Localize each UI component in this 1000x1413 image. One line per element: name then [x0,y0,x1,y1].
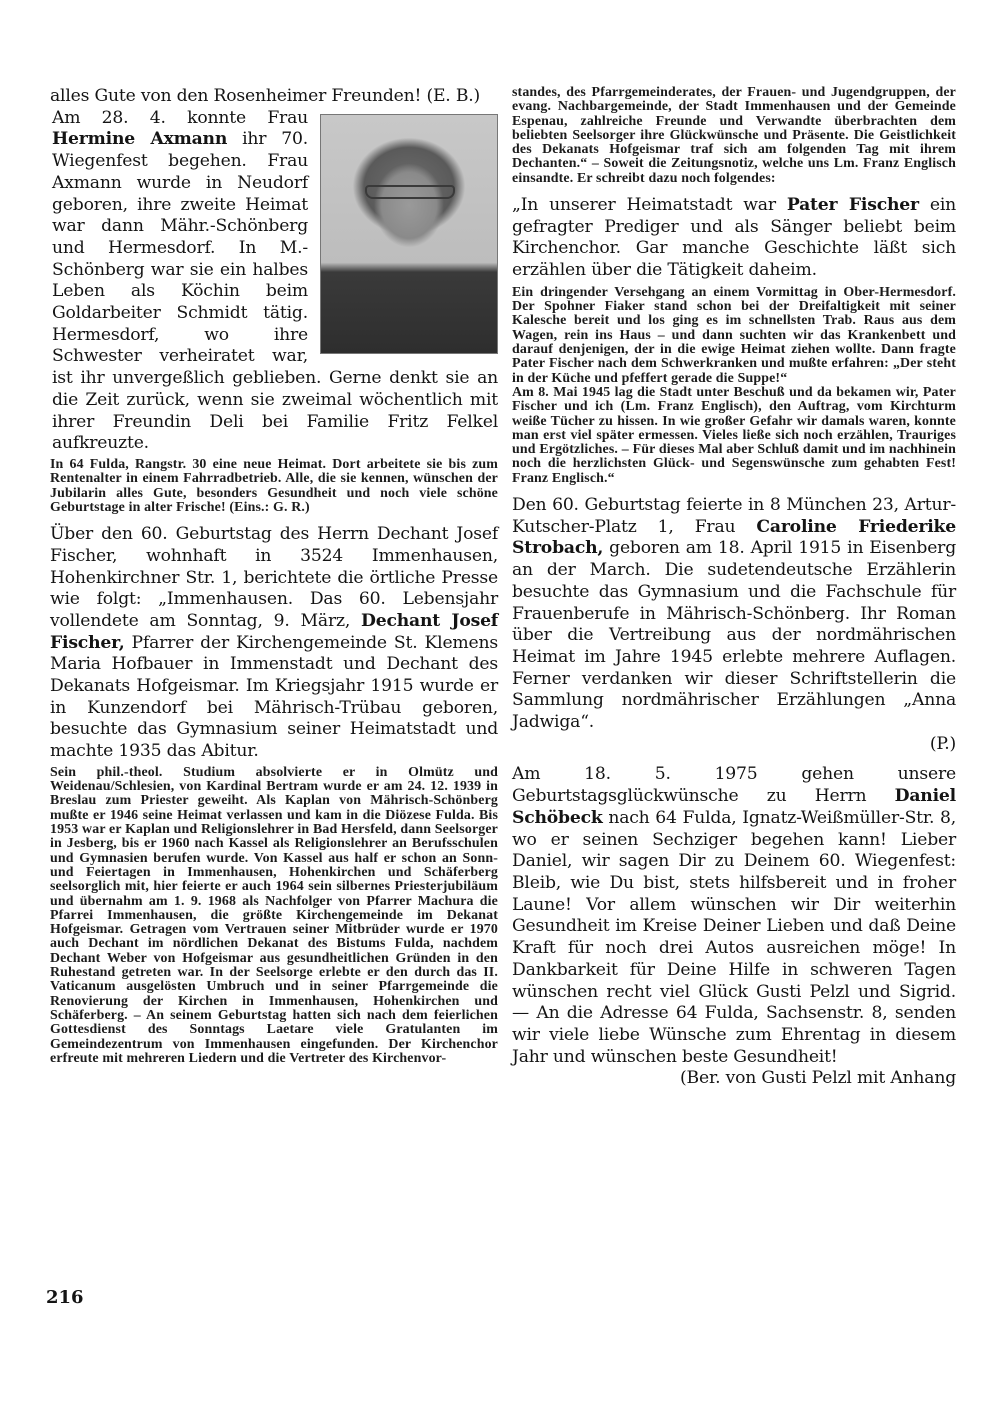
schoebeck-signature: (Ber. von Gusti Pelzl mit Anhang [680,1068,956,1089]
page-number: 216 [46,1287,84,1308]
mai-1945-paragraph: Am 8. Mai 1945 lag die Stadt unter Beschuß und da bekamen wir, Pater Fischer und ich (Lm. Franz Englisch), den Auftrag, vom Kirchturm weiße Tücher zu hissen. In wie großer Gefahr wir damals waren, konnte man erst viel später ermessen. Vieles ließe sich noch erzählen, Trauriges und Ergötzliches. – Für dieses Mal aber Schluß damit und im nachhinein noch die herzlichsten Glück- und Segenswünsche zum gehabten Fest! Franz Englisch.“ [512,384,956,486]
versehgang-paragraph: Ein dringender Versehgang an einem Vormittag in Ober-Hermesdorf. Der Spohner Fiaker stand schon bei der Dreifaltigkeit mit seiner Kalesche bereit und los ging es im schnellsten Trab. Raus aus dem Wagen, rein ins Haus – und dann suchten wir das Krankenbett und darauf denjenigen, der in die ewige Heimat ziehen wollte. Dann fragte Pater Fischer nach dem Schwerkranken und mußte erfahren: „Der steht in der Küche und pfeffert gerade die Suppe!“ [512,284,956,386]
strobach-paragraph [512,495,956,734]
strobach-name: Caroline Friederike Strobach, [512,516,956,559]
strobach-signature: (P.) [929,733,956,754]
schoebeck-lead: Am 18. 5. 1975 gehen unsere Geburtstagsglückwünsche zu Herrn [512,764,956,807]
portrait-image [320,114,498,354]
strobach-body: geboren am 18. April 1915 in Eisenberg an der March. Die sudetendeutsche Erzählerin besuchte das Gymnasium und die Fachschule für Frauenberufe in Mährisch-Schönberg. Ihr Roman über die Vertreibung aus der nordmährischen Heimat im Jahre 1945 erlebte mehrere Auflagen. Ferner verdanken wir dieser Schriftstellerin die Sammlung nordmährischer Erzählungen „Anna Jadwiga“. [512,538,956,733]
quote-name: Pater Fischer [786,195,919,216]
portrait-photo [320,114,498,354]
schoebeck-body: nach 64 Fulda, Ignatz-Weißmüller-Str. 8, wo er seinen Sechziger begehen kann! Lieber Daniel, wir sagen Dir zu Deinem 60. Wiegenfest: Bleib, wie Du bist, stets hilfsbereit und in froher Laune! Vor allem wünschen wir Dir weiterhin Gesundheit im Kreise Deiner Lieben und daß Deine Kraft für noch drei Autos ausreichen möge! In Dankbarkeit für Deine Hilfe in schweren Tagen wünschen recht viel Glück Gusti Pelzl und Sigrid. — An die Adresse 64 Fulda, Sachsenstr. 8, senden wir viele liebe Wünsche zum Ehrentag in diesem Jahr und wünschen beste Gesundheit! [512,807,956,1067]
quote-lead: „In unserer Heimatstadt war [512,195,787,216]
schoebeck-name: Daniel Schöbeck [512,786,956,828]
axmann-body: ihr 70. Wiegenfest begehen. Frau Axmann wurde in Neudorf geboren, ihre zweite Heimat war dann Mähr.-Schönberg und Hermesdorf. In M.-Schönberg war sie ein halbes Leben als Köchin beim Goldarbeiter Schmidt tätig. Hermesdorf, wo ihre Schwester verheiratet war, ist ihr unvergeßlich geblieben. Gerne denkt sie an die Zeit zurück, wenn sie zweimal wöchentlich mit ihrer Freundin Deli bei Familie Fritz Felkel aufkreuzte. [52,129,498,454]
englisch-quote-paragraph [512,195,956,282]
glasses-shape [365,185,455,199]
quote-body: ein gefragter Prediger und als Sänger beliebt beim Kirchenchor. Gar manche Geschichte läßt sich erzählen über die Tätigkeit daheim. [512,195,957,281]
fischer-continuation: standes, des Pfarrgemeinderates, der Frauen- und Jugendgruppen, der evang. Nachbargemeinde, der Stadt Immenhausen und der Gemeinde Espenau, zahlreiche Freunde und Verwandte überbrachten dem beliebten Seelsorger ihre Glückwünsche und Präsente. Die Geistlichkeit des Dekanats Hofgeismar traf sich am folgenden Tag mit ihrem Dechanten.“ – Soweit die Zeitungsnotiz, welche uns Lm. Franz Englisch einsandte. Er schreibt dazu noch folgendes: [512,85,956,186]
fischer-paragraph [50,524,498,763]
intro-paragraph: alles Gute von den Rosenheimer Freunden! (E. B.) [50,86,481,106]
axmann-name: Hermine Axmann [52,129,228,150]
right-column [512,86,956,1090]
schoebeck-paragraph [512,764,956,1068]
axmann-small-paragraph: In 64 Fulda, Rangstr. 30 eine neue Heimat. Dort arbeitete sie bis zum Rentenalter in einem Fahrradbetrieb. Alle, die sie kennen, wünschen der Jubilarin alles Gute, besonders Gesundheit und noch viele schöne Geburtstage in alter Frische! (Eins.: G. R.) [50,456,498,515]
axmann-lead: Am 28. 4. konnte Frau [52,107,308,128]
fischer-small-paragraph: Sein phil.-theol. Studium absolvierte er in Olmütz und Weidenau/Schlesien, von Kardinal Bertram wurde er am 24. 12. 1939 in Breslau zum Priester geweiht. Als Kaplan von Mährisch-Schönberg mußte er 1946 seine Heimat verlassen und kam in die Diözese Fulda. Bis 1953 war er Kaplan und Religionslehrer in Bad Hersfeld, dann Seelsorger in Jesberg, bis er 1960 nach Kassel als Religionslehrer an Berufsschulen und Gymnasien berufen wurde. Von Kassel aus half er schon an Sonn- und Feiertagen in Immenhausen, Hohenkirchen und Schäferberg seelsorglich mit, hier feierte er auch 1964 sein silbernes Priesterjubiläum und übernahm am 1. 9. 1968 als Nachfolger von Pfarrer Machura die Pfarrei Immenhausen, die größte Kirchengemeinde im Dekanat Hofgeismar. Getragen vom Vertrauen seiner Mitbrüder wurde er 1970 auch Dechant im nördlichen Dekanat des Bistums Fulda, nachdem Dechant Weber von Hofgeismar aus gesundheitlichen Gründen in den Ruhestand getreten war. In der Seelsorge erlebte er den durch das II. Vaticanum ausgelösten Umbruch und in seiner Pfarrgemeinde die Renovierung der Kirchen in Immenhausen, Hohenkirchen und Schäferberg. – An seinem Geburtstag hatten sich nach dem feierlichen Gottesdienst des Sonntags Laetare viele Gratulanten im Gemeindezentrum von Immenhausen eingefunden. Der Kirchenchor erfreute mit mehreren Liedern und die Vertreter des Kirchenvor- [50,764,498,1066]
fischer-lead: Über den 60. Geburtstag des Herrn Dechant Josef Fischer, wohnhaft in 3524 Immenhausen, Hohenkirchner Str. 1, berichtete die örtliche Presse wie folgt: „Immenhausen. Das 60. Lebensjahr vollendete am Sonntag, 9. März, [50,524,498,631]
fischer-body: Pfarrer der Kirchengemeinde St. Klemens Maria Hofbauer in Immenstadt und Dechant des Dekanats Hofgeismar. Im Kriegsjahr 1915 wurde er in Kunzendorf bei Mährisch-Trübau geboren, besuchte das Gymnasium seiner Heimatstadt und machte 1935 das Abitur. [50,632,498,762]
fischer-name: Dechant Josef Fischer, [50,610,499,653]
strobach-lead: Den 60. Geburtstag feierte in 8 München 23, Artur-Kutscher-Platz 1, Frau [512,495,956,537]
left-column [50,86,498,1066]
